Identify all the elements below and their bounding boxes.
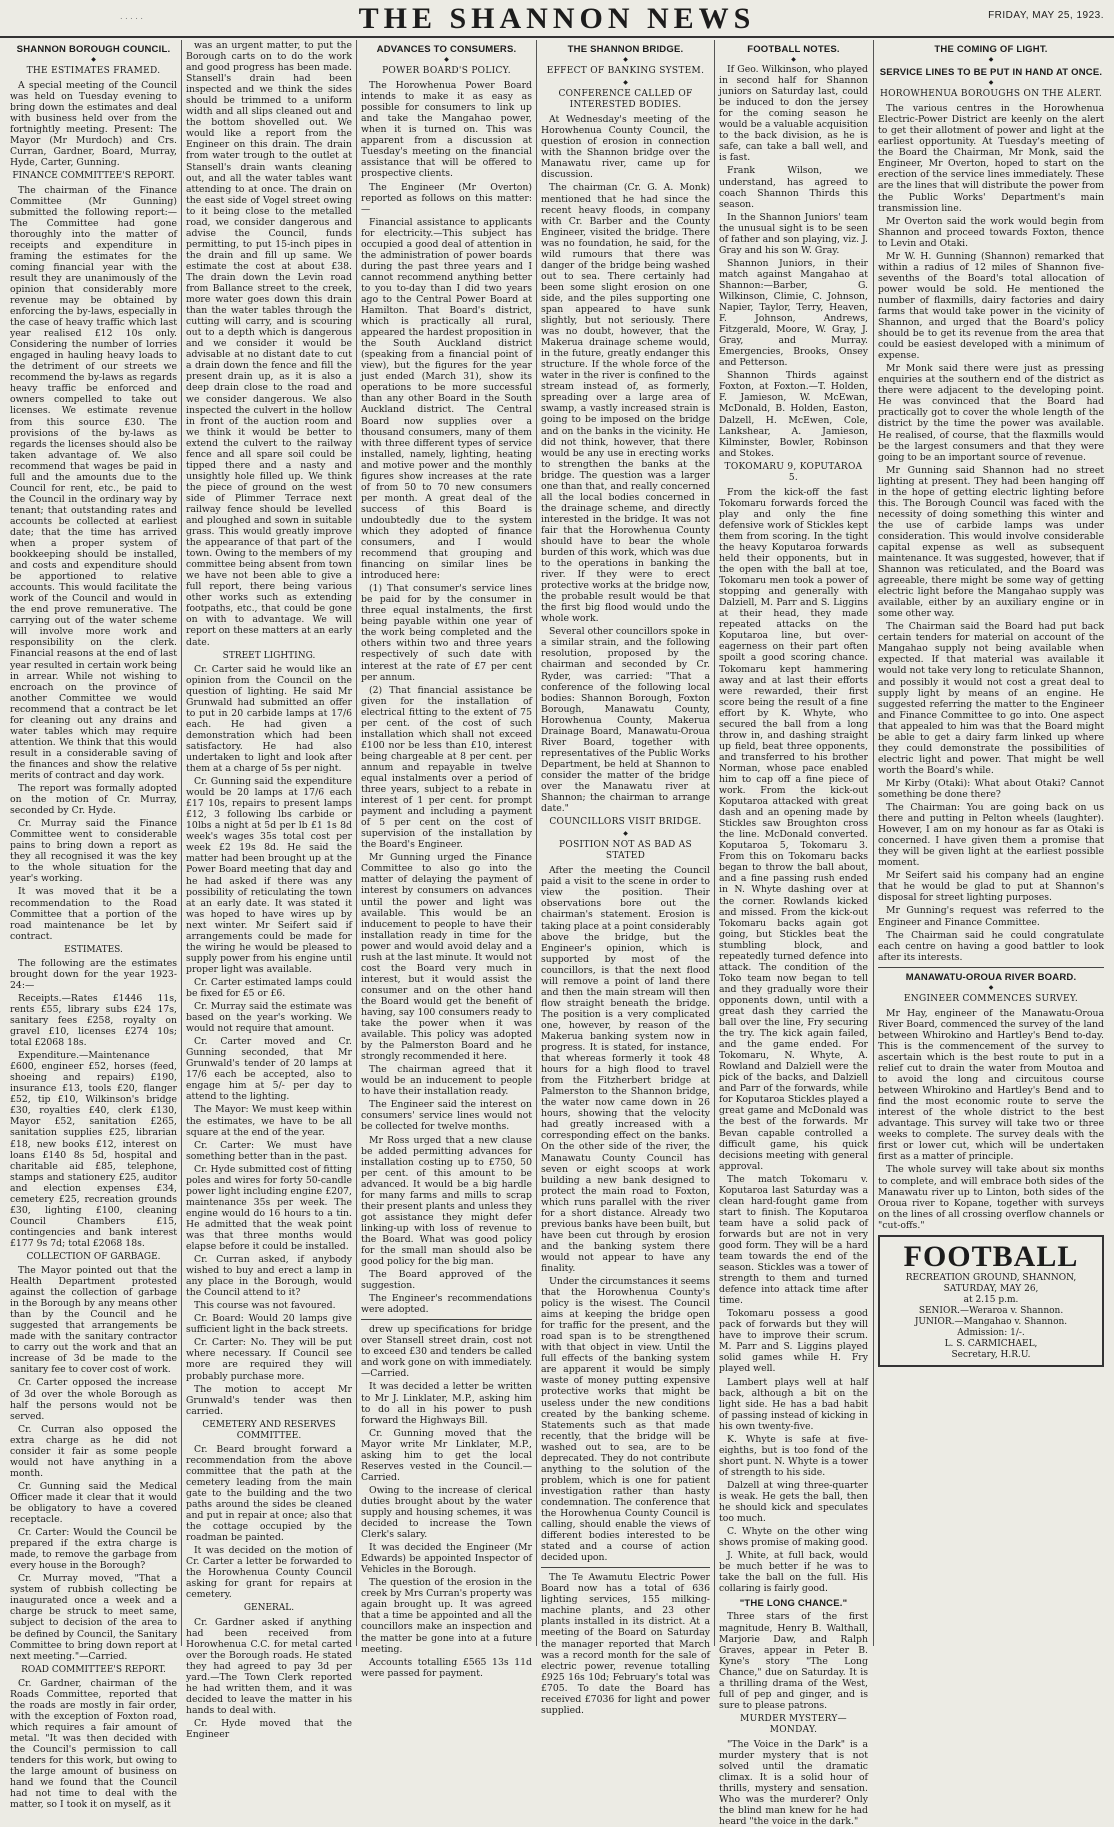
paragraph: Mr Kirby (Otaki): What about Otaki? Cannot something be done there? bbox=[878, 777, 1104, 800]
paragraph: Accounts totalling £565 13s 11d were passed for payment. bbox=[361, 1656, 532, 1679]
paragraph: drew up specifications for bridge over Stansell street drain, cost not to exceed £30 and tenders be called and work gone on with immediately.—Carried. bbox=[361, 1324, 532, 1380]
paragraph: Owing to the increase of clerical duties brought about by the water supply and housing schemes, it was decided to increase the Town Clerk's salary. bbox=[361, 1484, 532, 1541]
paragraph: The Engineer's recommendations were adopted. bbox=[361, 1293, 532, 1316]
paragraph: The Mayor pointed out that the Health Department protested against the collection of garbage in the Borough by any means other than by the Council and he suggested that arrangements be made with the sanitary contractor to carry out the work and that an increase of 3d be made to the sanitary fee to cover cost of work. bbox=[10, 1265, 177, 1376]
paragraph: The Chairman: You are going back on us there and putting in Pelton wheels (laughter). However, I am on my honour as far as Otaki is concerned. I have given them a promise that they will be given light at the earliest possible moment. bbox=[878, 802, 1104, 869]
paragraph: It was moved that it be a recommendation to the Road Committee that a portion of the road maintenance be let by contract. bbox=[10, 886, 177, 942]
subheadline: COUNCILLORS VISIT BRIDGE. bbox=[549, 817, 702, 828]
paragraph: Lambert plays well at half back, although a bit on the light side. He has a bad habit of passing instead of kicking in his own twenty-five. bbox=[719, 1376, 868, 1432]
ad-line: SENIOR.—Weraroa v. Shannon. bbox=[918, 1305, 1064, 1316]
paragraph: Cr. Carter moved and Cr. Gunning seconded, that Mr Grunwald's tender of 20 lamps at 17/6 each be accepted, also to engage him at 5/- per day to attend to the lighting. bbox=[186, 1036, 352, 1103]
paragraph: The following are the estimates brought down for the year 1923-24:— bbox=[10, 957, 177, 991]
paragraph: The Chairman said the Board had put back certain tenders for material on account of the Mangahao supply not being available when expected. If that material was available it would not take very long to reticulate Shannon, and possibly it would not cost a great deal to supply light by means of an engine. He suggested referring the matter to the Engineer and Finance Committee to go into. One aspect that appealed to him was that the Board might be able to get a dairy farm linked up where they could demonstrate the possibilities of electric light and power. That might be well worth the Board's while. bbox=[878, 621, 1104, 776]
paragraph: The whole survey will take about six months to complete, and will embrace both sides of the Manawatu river up to Linton, both sides of the Oroua river to Kopane, together with surveys on the lines of all crossing overflow channels or "cut-offs." bbox=[878, 1164, 1104, 1231]
column-rule bbox=[536, 40, 537, 1646]
separator-ornament: ◆ bbox=[988, 79, 994, 87]
paragraph: Mr Gunning urged the Finance Committee to also go into the matter of delaying the payment of interest by consumers on advances until the power and light was available. This would be an inducement to people to have their installation ready in time for the power and would avoid delay and a rush at the last minute. It would not cost the Board very much in interest, but it would assist the consumer and on the other hand the Board would get the benefit of having, say 100 consumers ready to take the power when it was available. This policy was adopted by the Palmerston Board and he strongly recommended it here. bbox=[361, 852, 532, 1063]
section-heading: STREET LIGHTING. bbox=[222, 650, 316, 661]
separator-ornament: ◆ bbox=[444, 56, 449, 64]
separator-ornament: ◆ bbox=[988, 56, 994, 64]
column-coming-of-light bbox=[876, 40, 1106, 1646]
headline: THE SHANNON BRIDGE. bbox=[567, 44, 684, 55]
paragraph: The various centres in the Horowhenua Electric-Power District are keenly on the alert to get their allotment of power and light at the earliest opportunity. At Tuesday's meeting of the Board the Chairman, Mr Monk, said the Engineer, Mr Overton, hoped to start on the erection of the service lines immediately. These are the lines that will distribute the power from the Public Works' Department's main transmission line. bbox=[878, 103, 1104, 214]
paragraph: Mr Gunning's request was referred to the Engineer and Finance Committee. bbox=[878, 905, 1104, 928]
paragraph: Shannon Thirds against Foxton, at Foxton.—T. Holden, F. Jamieson, W. McEwan, McDonald, B. Holden, Easton, Dalzell, H. McEwen, Cole, Lankshear, A. Jamieson, Kilminster, Bowler, Robinson and Stokes. bbox=[719, 370, 868, 459]
paragraph: (1) That consumer's service lines be paid for by the consumer in three equal instalments, the first being payable within one year of the work being completed and the others within two and three years respectively of such date with interest at the rate of £7 per cent per annum. bbox=[361, 583, 532, 683]
headline: FOOTBALL NOTES. bbox=[747, 44, 840, 55]
paragraph: The chairman of the Finance Committee (Mr Gunning) submitted the following report:—The Committee had gone thoroughly into the matter of receipts and expenditure in framing the estimates for the coming financial year with the result they are unanimously of the opinion that considerably more revenue may be obtained by enforcing the by-laws, especially in the case of heavy traffic which last year realised £12 10s only. Considering the number of lorries engaged in hauling heavy loads to the detriment of our streets we recommend the by-laws as regards heavy traffic be enforced and owners compelled to take out licenses. We estimate revenue from this source £30. The provisions of the by-laws as regards the licenses should also be taken advantage of. We also recommend that wages be paid in full and the amounts due to the Council for rent, etc., be paid to the Council in the ordinary way by tenant; that outstanding rates and accounts be collected at earliest date; that the time has arrived when a proper system of bookkeeping should be installed, and costs and expenditure should be apportioned to relative accounts. This would facilitate the work of the Council and would in the end prove remunerative. The carrying out of the water scheme will involve more work and responsibility on the clerk. Financial reasons at the end of last year resulted in certain work being in arrear. While not wishing to encroach on the province of another Committee we would recommend that a contract be let for cleaning out any drains and water tables which may require attention. We think that this would result in a considerable saving of the finances and show the relative merits of contract and day work. bbox=[10, 184, 177, 781]
ad-title: FOOTBALL bbox=[903, 1239, 1079, 1273]
ad-line: RECREATION GROUND, SHANNON, bbox=[905, 1272, 1077, 1283]
subheadline: POWER BOARD'S POLICY. bbox=[382, 66, 511, 77]
headline: THE COMING OF LIGHT. bbox=[934, 44, 1048, 55]
paragraph: Cr. Gunning moved that the Mayor write Mr Linklater, M.P., asking him to get the local Reserves vested in the Council.—Carried. bbox=[361, 1427, 532, 1483]
paragraph: After the meeting the Council paid a visit to the scene in order to view the position. Their observations bore out the chairman's statement. Erosion is taking place at a point considerably above the bridge, but the Engineer's opinion, which is supported by most of the councillors, is that the next flood will remove a point of land there and then the main stream will then flow straight beneath the bridge. The position is a very complicated one, however, by reason of the Makerua banking system now in progress. It is stated, for instance, that whereas formerly it took 48 hours for a high flood to travel from the Fitzherbert bridge at Palmerston to the Shannon bridge, the water now came down in 26 hours, showing that the velocity had greatly increased with a corresponding effect on the banks. On the other side of the river, the Manawatu County Council has seven or eight scoops at work building a new bank designed to protect the main road to Foxton, which runs parallel with the river for a short distance. Already two previous banks have been built, but have been cut through by erosion and the banking system there would not appear to have any finality. bbox=[541, 865, 710, 1274]
paragraph: The chairman (Cr. G. A. Monk) mentioned that he had since the recent heavy floods, in company with Cr. Barber and the County Engineer, visited the bridge. There was no foundation, he said, for the wild rumours that there was danger of the bridge being washed out to sea. There certainly had been some slight erosion on one side, and the piles supporting one span appeared to have sunk slightly, but not seriously. There was no doubt, however, that the Makerua drainage scheme would, in the future, greatly endanger this structure. If the whole force of the water in the river is confined to the stream instead of, as formerly, spreading over a large area of swamp, a vastly increased strain is going to be imposed on the bridge and on the banks in the vicinity. He did not think, however, that there would be any use in erecting works to strengthen the banks at the bridge. The question was a larger one than that, and really concerned all the local bodies concerned in the drainage scheme, and directly interested in the bridge. It was not fair that the Horowhenua County should have to bear the whole burden of this work, which was due to the operations in banking the river. If they were to erect protective works at the bridge now, the probable result would be that the first big flood would undo the whole work. bbox=[541, 182, 710, 625]
paragraph: was an urgent matter, to put the Borough carts on to do the work and good progress has been made. Stansell's drain had been inspected and we think the sides should be trimmed to a uniform width and all slips cleaned out and the bottom shovelled out. We would like a report from the Engineer on this drain. The drain from water trough to the outlet at Stansell's drain wants cleaning out, and all the water tables want attending to at once. The drain on the east side of Vogel street owing to it being close to the metalled road, we consider dangerous and advise the Council, funds permitting, to put 15-inch pipes in the drain and fill up same. We estimate the cost at about £38. The drain down the Levin road from Ballance street to the creek, more water goes down this drain than the water tables through the cutting will carry, and is scouring out to a depth which is dangerous and we consider it would be advisable at no distant date to cut a drain down the fence and fill the present drain up, as it is also a deep drain close to the road and we consider dangerous. We also inspected the culvert in the hollow in front of the auction room and we think it would be better to extend the culvert to the railway fence and all spare soil could be tipped there and a nasty and unsightly hole filled up. We think the piece of ground on the west side of Plimmer Terrace next railway fence should be levelled and ploughed and sown in suitable grass. This would greatly improve the appearance of that part of the town. Owing to the members of my committee being absent from town we have not been able to give a full report, there being various other works such as extending footpaths, etc., that could be gone on with to advantage. We will report on these matters at an early date. bbox=[186, 40, 352, 648]
paragraph: Expenditure.—Maintenance £600, engineer £52, horses (feed, shoeing and repairs) £190, insurance £13, tools £20, flanger £52, tip £10, Wilkinson's bridge £30, royalties £40, clerk £130, Mayor £52, sanitation £265, sanitation supplies £25, librarian £18, new books £12, interest on loans £140 8s 5d, hospital and charitable aid £85, telephone, stamps and stationery £25, auditor and election expenses £34, cemetery £25, recreation grounds £30, lighting £100, cleaning Council Chambers £15, contingencies and bank interest £177 9s 7d; total £2068 18s. bbox=[10, 1050, 177, 1249]
paragraph: Tokomaru possess a good pack of forwards but they will have to improve their scrum. M. Parr and S. Liggins played solid games while H. Fry played well. bbox=[719, 1308, 868, 1375]
separator-ornament: ◆ bbox=[623, 830, 628, 838]
subheadline: CONFERENCE CALLED OF INTERESTED BODIES. bbox=[558, 89, 693, 111]
paragraph: Cr. Carter opposed the increase of 3d over the whole Borough as half the persons would not be served. bbox=[10, 1377, 177, 1422]
paragraph: A special meeting of the Council was held on Tuesday evening to bring down the estimates and deal with business held over from the fortnightly meeting. Present: The Mayor (Mr Murdoch) and Crs. Curran, Gardner, Board, Murray, Hyde, Carter, Gunning. bbox=[10, 80, 177, 169]
separator-ornament: ◆ bbox=[791, 56, 796, 64]
paragraph: The report was formally adopted on the motion of Cr. Murray, seconded by Cr. Hyde. bbox=[10, 783, 177, 817]
paragraph: "The Voice in the Dark" is a murder mystery that is not solved until the dramatic climax. It is a solid hour of thrills, mystery and sensation. Who was the murderer? Only the blind man knew for he had heard "the voice in the dark." bbox=[719, 1738, 868, 1827]
paragraph: Frank Wilson, we understand, has agreed to coach Shannon Thirds this season. bbox=[719, 165, 868, 210]
paragraph: Shannon Juniors, in their match against Mangahao at Shannon:—Barber, G. Wilkinson, Climie, C. Johnson, Napier, Taylor, Terry, Heaven, F. Johnson, Andrews, Fitzgerald, Moore, W. Gray, J. Gray, and Murray. Emergencies, Brooks, Onsey and Petterson. bbox=[719, 257, 868, 369]
paragraph: C. Whyte on the other wing shows promise of making good. bbox=[719, 1526, 868, 1549]
ad-line: JUNIOR.—Mangahao v. Shannon. bbox=[914, 1316, 1068, 1327]
separator-ornament: ◆ bbox=[623, 56, 628, 64]
paragraph: Cr. Carter: We must have something better than in the past. bbox=[186, 1139, 352, 1162]
headline: SHANNON BOROUGH COUNCIL. bbox=[16, 44, 171, 55]
paragraph: Cr. Murray said the Finance Committee went to considerable pains to bring down a report as they all recognised it was the key to the whole situation for the year's working. bbox=[10, 818, 177, 885]
section-heading: FINANCE COMMITTEE'S REPORT. bbox=[12, 171, 175, 182]
paragraph: Cr. Hyde moved that the Engineer bbox=[186, 1717, 352, 1740]
column-power-board bbox=[359, 40, 534, 1679]
paragraph: The Board approved of the suggestion. bbox=[361, 1269, 532, 1292]
paragraph: The Chairman said he could congratulate each centre on having a good battler to look after its interests. bbox=[878, 929, 1104, 963]
paragraph: Cr. Board: Would 20 lamps give sufficient light in the back streets. bbox=[186, 1313, 352, 1336]
paragraph: Cr. Murray said the estimate was based on the year's working. We would not require that amount. bbox=[186, 1001, 352, 1035]
paragraph: Cr. Murray moved, "That a system of rubbish collecting be inaugurated once a week and a charge be struck to meet same, subject to decision of the area to be defined by Council, the Sanitary Committee to bring down report at next meeting."—Carried. bbox=[10, 1573, 177, 1662]
paragraph: Mr W. H. Gunning (Shannon) remarked that within a radius of 12 miles of Shannon five-sevenths of the Board's total allocation of power would be sold. He mentioned the number of flaxmills, dairy factories and dairy farms that would take power in the vicinity of Shannon, and urged that the Board's policy should be to get its revenue from the area that could be easiest developed with a minimum of expense. bbox=[878, 250, 1104, 362]
subheadline: MURDER MYSTERY—MONDAY. bbox=[740, 1713, 847, 1735]
football-advertisement bbox=[878, 1235, 1104, 1367]
column-rule bbox=[873, 40, 874, 1646]
paragraph: The Engineer said the interest on consumers' service lines would not be collected for twelve months. bbox=[361, 1099, 532, 1133]
paragraph: In the Shannon Juniors' team the unusual sight is to be seen of father and son playing, viz. J. Gray and his son W. Gray. bbox=[719, 211, 868, 256]
paragraph: Cr. Gunning said the expenditure would be 20 lamps at 17/6 each £17 10s, repairs to present lamps £12, 3 following lbs carbide or 10lbs a night at 5d per lb £1 1s 8d week's wages 35s total cost per week £2 19s 8d. He said the matter had been brought up at the Power Board meeting that day and he had asked if there was any possibility of reticulating the town at an early date. It was stated it was hoped to have wires up by next winter. Mr Seifert said if arrangements could be made for the wiring he would be pleased to supply power from his engine until proper light was available. bbox=[186, 776, 352, 975]
paragraph: Cr. Carter said he would like an opinion from the Council on the question of lighting. He said Mr Grunwald had submitted an offer to put in 20 carbide lamps at 17/6 each. He had given a demonstration which had been satisfactory. He had also undertaken to light and look after them at a charge of 5s per night. bbox=[186, 663, 352, 775]
ad-line: L. S. CARMICHAEL, bbox=[944, 1338, 1038, 1349]
ad-line: Admission: 1/-. bbox=[957, 1327, 1025, 1338]
paragraph: Under the circumstances it seems that the Horowhenua County's policy is the wisest. The Council aims at keeping the bridge open for traffic for the present, and the road span is to be strengthened with that object in view. Until the full effects of the banking system are apparent it would be simply waste of money putting expensive protective works that might be useless under the new conditions created by the banking scheme. Statements such as that made recently, that the bridge will be washed out to sea, are to be deprecated. They do not contribute anything to the solution of the problem, which is one for patient investigation rather than hasty condemnation. The conference that the Horowhenua County Council is calling, should enable the views of different bodies interested to be stated and a course of action decided upon. bbox=[541, 1276, 710, 1564]
paragraph: Cr. Carter: No. They will be put where necessary. If Council see more are required they will probably purchase more. bbox=[186, 1337, 352, 1382]
column-borough-council-continued bbox=[184, 40, 354, 1740]
newspaper-title: THE SHANNON NEWS bbox=[358, 2, 756, 35]
paragraph: Cr. Carter: Would the Council be prepared if the extra charge is made, to remove the garbage from every house in the Borough? bbox=[10, 1527, 177, 1572]
paragraph: Cr. Carter estimated lamps could be fixed for £5 or £6. bbox=[186, 976, 352, 999]
ad-line: at 2.15 p.m. bbox=[963, 1294, 1019, 1305]
paragraph: J. White, at full back, would be much better if he was to take the ball on the full. His collaring is fairly good. bbox=[719, 1550, 868, 1595]
separator-ornament: ◆ bbox=[623, 79, 628, 87]
masthead-left-fragment: . . . . . bbox=[120, 12, 143, 21]
ad-line: Secretary, H.R.U. bbox=[951, 1349, 1031, 1360]
section-heading: GENERAL. bbox=[243, 1603, 295, 1614]
paragraph: The Mayor: We must keep within the estimates, we have to be all square at the end of the year. bbox=[186, 1104, 352, 1138]
paragraph: Cr. Curran asked, if anybody wished to buy and erect a lamp in any place in the Borough, would the Council attend to it? bbox=[186, 1254, 352, 1299]
paragraph: Dalzell at wing three-quarter is weak. He gets the ball, then he should kick and speculates too much. bbox=[719, 1479, 868, 1525]
paragraph: The chairman agreed that it would be an inducement to people to have their installation ready. bbox=[361, 1064, 532, 1098]
subheadline: POSITION NOT AS BAD AS STATED bbox=[559, 840, 692, 862]
paragraph: Mr Seifert said his company had an engine that he would be glad to put at Shannon's disposal for street lighting purposes. bbox=[878, 870, 1104, 904]
section-heading: ROAD COMMITTEE'S REPORT. bbox=[21, 1664, 166, 1675]
column-borough-council bbox=[8, 40, 179, 1811]
section-divider bbox=[361, 1319, 532, 1320]
paragraph: Mr Gunning said Shannon had no street lighting at present. They had been hanging off in the hope of getting electric lighting before this. The Borough Council was faced with the necessity of doing something this winter and the use of carbide lamps was under consideration. This would involve considerable capital expense as well as subsequent maintenance. It was suggested, however, that if Shannon was reticulated, and the Board was agreeable, there might be some way of getting electric light before the Mangahao supply was available, either by an auxiliary engine or in some other way. bbox=[878, 464, 1104, 620]
paragraph: At Wednesday's meeting of the Horowhenua County Council, the question of erosion in connection with the Shannon bridge over the Manawatu river, came up for discussion. bbox=[541, 114, 710, 181]
column-football-notes bbox=[717, 40, 870, 1827]
section-divider bbox=[541, 1567, 710, 1568]
subheadline: ENGINEER COMMENCES SURVEY. bbox=[903, 993, 1079, 1004]
section-heading: COLLECTION OF GARBAGE. bbox=[26, 1251, 161, 1262]
paragraph: Mr Overton said the work would begin from Shannon and proceed towards Foxton, thence to Levin and Otaki. bbox=[878, 215, 1104, 249]
paragraph: Cr. Gardner asked if anything had been received from Horowhenua C.C. for metal carted over the Borough roads. He stated they had agreed to pay 3d per yard.—The Town Clerk reported he had written them, and it was decided to leave the matter in his hands to deal with. bbox=[186, 1616, 352, 1716]
paragraph: Receipts.—Rates £1446 11s, rents £55, library subs £24 17s, sanitary fees £258, royalty on gravel £10, licenses £274 10s; total £2068 18s. bbox=[10, 992, 177, 1049]
column-rule bbox=[181, 40, 182, 1646]
headline: ADVANCES TO CONSUMERS. bbox=[376, 44, 517, 55]
subheadline: EFFECT OF BANKING SYSTEM. bbox=[546, 66, 705, 77]
paragraph: Several other councillors spoke in a similar strain, and the following resolution, proposed by the chairman and seconded by Cr. Ryder, was carried: "That a conference of the following local bodies: Shannon Borough, Foxton Borough, Manawatu County, Horowhenua County, Makerua Drainage Board, Manawatu-Oroua River Board, together with representatives of the Public Works Department, be held at Shannon to consider the matter of the bridge over the Manawatu river at Shannon; the chairman to arrange date." bbox=[541, 626, 710, 815]
paragraph: Mr Hay, engineer of the Manawatu-Oroua River Board, commenced the survey of the land between Whirokino and Hartley's Bend to-day. This is the commencement of the survey to ascertain which is the best route to put in a relief cut to drain the water from Moutoa and to avoid the long and circuitous course between Whirokino and Hartley's Bend and to find the most economic route to serve the interest of the whole district to the best advantage. This survey will take two or three weeks to complete. The survey deals with the first or lower cut, which will be undertaken first as a matter of principle. bbox=[878, 1007, 1104, 1163]
paragraph: The match Tokomaru v. Koputaroa last Saturday was a clean hard-fought game from start to finish. The Koputaroa team have a solid pack of forwards but are not in very good form. They will be a hard team towards the end of the season. Stickles was a tower of strength to them and turned defence into attack time after time. bbox=[719, 1173, 868, 1307]
paragraph: It was decided a letter be written to Mr J. Linklater, M.P., asking him to do all in his power to push forward the Highways Bill. bbox=[361, 1381, 532, 1426]
issue-date: FRIDAY, MAY 25, 1923. bbox=[988, 10, 1104, 21]
paragraph: Cr. Curran also opposed the extra charge as he did not consider it fair as some people would not have anything in a month. bbox=[10, 1423, 177, 1479]
column-rule bbox=[356, 40, 357, 1646]
match-heading: TOKOMARU 9, KOPUTAROA 5. bbox=[724, 461, 863, 483]
column-rule bbox=[714, 40, 715, 1646]
section-heading: CEMETERY AND RESERVES COMMITTEE. bbox=[202, 1419, 336, 1441]
paragraph: Cr. Gunning said the Medical Officer made it clear that it would be obligatory to have a covered receptacle. bbox=[10, 1480, 177, 1526]
ad-line: SATURDAY, MAY 26, bbox=[943, 1283, 1039, 1294]
separator-ornament: ◆ bbox=[988, 983, 994, 991]
separator-ornament: ◆ bbox=[91, 56, 96, 64]
paragraph: Cr. Hyde submitted cost of fitting poles and wires for forty 50-candle power light including engine £207, maintenance 35s per week. The engine would do 16 hours to a tin. He admitted that the weak point was that three months would elapse before it could be installed. bbox=[186, 1163, 352, 1253]
paragraph: Financial assistance to applicants for electricity.—This subject has occupied a good deal of attention in the administration of power boards during the past three years and I cannot recommend anything better to you to-day than I did two years ago to the Central Power Board at Hamilton. That Board's district, which is practically all rural, appeared the hardest proposition in the South Auckland district (speaking from a financial point of view), but the figures for the year just ended (March 31), show its operations to be more successful than any other Board in the South Auckland district. The Central Board now supplies over a thousand consumers, many of them with three different types of service installed, namely, lighting, heating and motive power and the monthly figures show increases at the rate of from 50 to 70 new consumers per month. A great deal of the success of this Board is undoubtedly due to the system which they adopted of finance consumers, and I would recommend that grouping and financing on similar lines be introduced here: bbox=[361, 216, 532, 582]
paragraph: K. Whyte is safe at five-eighths, but is too fond of the short punt. N. Whyte is a tower of strength to his side. bbox=[719, 1433, 868, 1478]
paragraph: Mr Ross urged that a new clause be added permitting advances for installation costing up to £750, 50 per cent. of this amount to be advanced. It would be a big hardle for many farms and mills to scrap their present plants and unless they got assistance they might defer linking-up with loss of revenue to the Board. What was good policy for the small man should also be good policy for the big man. bbox=[361, 1134, 532, 1268]
paragraph: This course was not favoured. bbox=[194, 1300, 336, 1312]
paragraph: Three stars of the first magnitude, Henry B. Walthall, Marjorie Daw, and Ralph Graves, appear in Peter B. Kyne's story "The Long Chance," due on Saturday. It is a thrilling drama of the West, full of pep and ginger, and is sure to please patrons. bbox=[719, 1611, 868, 1711]
paragraph: Cr. Gardner, chairman of the Roads Committee, reported that the roads are mostly in fair order, with the exception of Foxton road, which requires a fair amount of metal. "It was then decided with the Council's permission to call tenders for this work, but owing to the large amount of business on hand we found that the Council had not time to deal with the matter, so I took it on myself, as it bbox=[10, 1677, 177, 1811]
subheadline: THE ESTIMATES FRAMED. bbox=[26, 66, 161, 77]
paragraph: Mr Monk said there were just as pressing enquiries at the southern end of the district as there were adjacent to the developing point. He was convinced that the Board had practically got to cover the whole length of the district by the time the power was available. He realised, of course, that the flaxmills would be the largest consumers and that they were going to be an important source of revenue. bbox=[878, 363, 1104, 463]
subheadline: HOROWHENUA BOROUGHS ON THE ALERT. bbox=[879, 89, 1103, 100]
paragraph: The Engineer (Mr Overton) reported as follows on this matter:— bbox=[361, 181, 532, 215]
headline: MANAWATU-OROUA RIVER BOARD. bbox=[905, 971, 1077, 983]
paragraph: From the kick-off the fast Tokomaru forwards forced the play and only the fine defensive work of Stickles kept them from scoring. In the tight the heavy Koputaroa forwards held their opponents, but in the open with the ball at toe, Tokomaru men took a power of stopping and generally with Dalziell, M. Parr and S. Liggins at their head, they made repeated attacks on the Koputaroa line, but over-eagerness on their part often spoilt a good scoring chance. Tokomaru kept hammering away and at last their efforts were rewarded, their first score being the result of a fine effort by K. Whyte, who secured the ball from a long throw in, and dashing straight up field, beat three opponents, and transferred to his brother Norman, whose pace enabled him to cap off a fine piece of work. From the kick-out Koputaroa attacked with great dash and an opening made by Stickles saw Broughton cross the line. McDonald converted. Koputaroa 5, Tokomaru 3. From this on Tokomaru backs began to throw the ball about, and a fine passing rush ended in N. Whyte dashing over at the corner. Rowlands kicked and missed. From the kick-out Tokomaru backs again got going, but Stickles beat the stumbling block, and repeatedly turned defence into attack. The condition of the Toko team now began to tell and they gradually wore their opponents down, until with a great dash they carried the ball over the line, Fry securing the try. The kick again failed, and the game ended. For Tokomaru, N. Whyte, A. Rowland and Dalziell were the pick of the backs, and Dalziell and Parr of the forwards, while for Koputaroa Stickles played a great game and McDonald was the best of the forwards. Mr Bevan capable controlled a difficult game, his quick decisions meeting with general approval. bbox=[719, 486, 868, 1172]
paragraph: It was decided the Engineer (Mr Edwards) be appointed Inspector of Vehicles in the Borough. bbox=[361, 1542, 532, 1576]
paragraph: If Geo. Wilkinson, who played in second half for Shannon juniors on Saturday last, could be induced to don the jersey for the coming season he would be a valuable acquisition to the back division, as he is safe, can take a ball well, and is fast. bbox=[719, 64, 868, 164]
headline: "THE LONG CHANCE." bbox=[739, 1598, 848, 1610]
section-divider bbox=[878, 967, 1104, 968]
paragraph: The motion to accept Mr Grunwald's tender was then carried. bbox=[186, 1383, 352, 1417]
paragraph: The Horowhenua Power Board intends to make it as easy as possible for consumers to link up and take the Mangahao power, when it is turned on. This was apparent from a discussion at Tuesday's meeting on the financial assistance that will be offered to prospective clients. bbox=[361, 80, 532, 180]
paragraph: It was decided on the motion of Cr. Carter a letter be forwarded to the Horowhenua County Council asking for grant for repairs at cemetery. bbox=[186, 1545, 352, 1601]
subheadline: SERVICE LINES TO BE PUT IN HAND AT ONCE. bbox=[879, 67, 1103, 79]
column-shannon-bridge bbox=[539, 40, 712, 1716]
section-heading: ESTIMATES. bbox=[64, 944, 123, 955]
masthead bbox=[0, 0, 1114, 38]
paragraph: The Te Awamutu Electric Power Board now has a total of 636 lighting services, 155 milking-machine plants, and 23 other plants installed in its district. At a meeting of the Board on Saturday the manager reported that March was a record month for the sale of electric power, revenue totalling £925 16s 10d; February's total was £705. To date the Board has received £7036 for light and power supplied. bbox=[541, 1572, 710, 1716]
paragraph: (2) That financial assistance be given for the installation of electrical fitting to the extent of 75 per cent. of the cost of such installation which shall not exceed £100 nor be less than £10, interest being chargeable at 8 per cent. per annum and repayable in twelve equal instalments over a period of three years, subject to a rebate in interest of 1 per cent. for prompt payment and including a payment of 5 per cent on the cost of supervision of the installation by the Board's Engineer. bbox=[361, 684, 532, 851]
paragraph: Cr. Beard brought forward a recommendation from the above committee that the path at the cemetery leading from the main gate to the building and the two paths around the sides be cleaned and put in repair at once; also that the cottage occupied by the roadman be painted. bbox=[186, 1443, 352, 1544]
paragraph: The question of the erosion in the creek by Mrs Curran's property was again brought up. It was agreed that a time be appointed and all the councillors make an inspection and the matter be gone into at a future meeting. bbox=[361, 1577, 532, 1655]
